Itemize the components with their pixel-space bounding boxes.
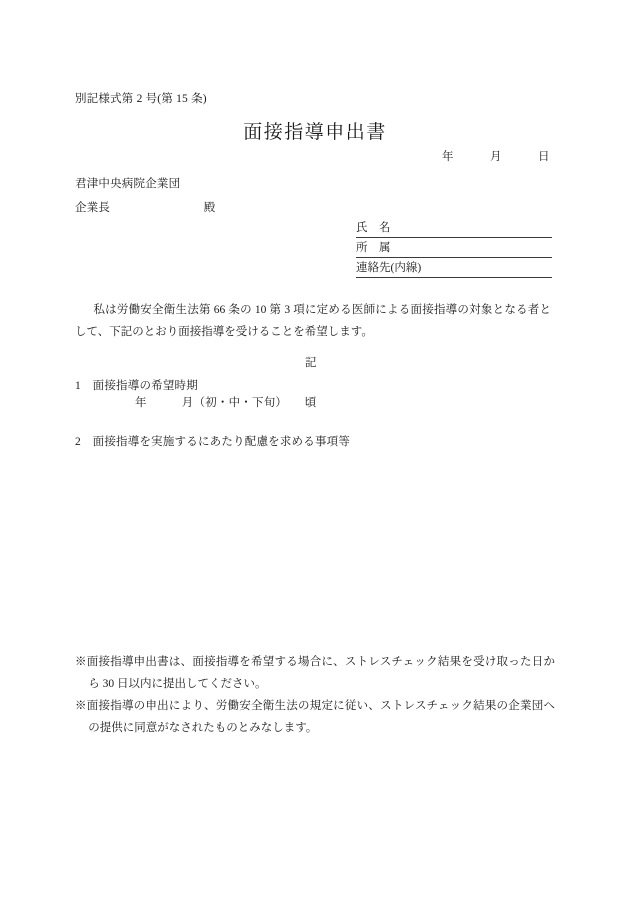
item-2-answer-space[interactable] — [75, 460, 555, 635]
department-field[interactable] — [356, 238, 552, 258]
note-item: ※面接指導申出書は、面接指導を希望する場合に、ストレスチェック結果を受け取った日から 30 日以内に提出してください。 — [75, 656, 555, 690]
contact-extension-field[interactable] — [356, 258, 552, 278]
date-line: 年 月 日 — [442, 151, 550, 163]
name-field-label: 氏 名 — [356, 222, 391, 234]
department-field-rule[interactable] — [356, 238, 552, 258]
name-field[interactable] — [356, 218, 552, 238]
name-field-rule[interactable] — [356, 218, 552, 238]
contact-extension-field-label: 連絡先(内線) — [356, 262, 422, 274]
form-code: 別記様式第 2 号(第 15 条) — [75, 93, 207, 105]
notes-section — [75, 651, 555, 739]
department-field-label: 所 属 — [356, 242, 391, 254]
note-item: ※面接指導の申出により、労働安全衛生法の規定に従い、ストレスチェック結果の企業団への提供に同意がなされたものとみなします。 — [75, 700, 555, 734]
page-title: 面接指導申出書 — [243, 122, 387, 143]
body-paragraph: 私は労働安全衛生法第 66 条の 10 第 3 項に定める医師による面接指導の対象となる者として、下記のとおり面接指導を受けることを希望します。 — [75, 304, 551, 338]
contact-extension-field-rule[interactable] — [356, 258, 552, 278]
ki-mark: 記 — [305, 357, 317, 369]
item-1-heading: 1 面接指導の希望時期 — [75, 380, 198, 392]
addressee-organization: 君津中央病院企業団 — [75, 178, 181, 190]
item-2-heading: 2 面接指導を実施するにあたり配慮を求める事項等 — [75, 436, 351, 448]
addressee-role: 企業長 殿 — [75, 202, 216, 214]
item-1-date-line[interactable]: 年 月（初・中・下旬） 頃 — [135, 397, 317, 409]
